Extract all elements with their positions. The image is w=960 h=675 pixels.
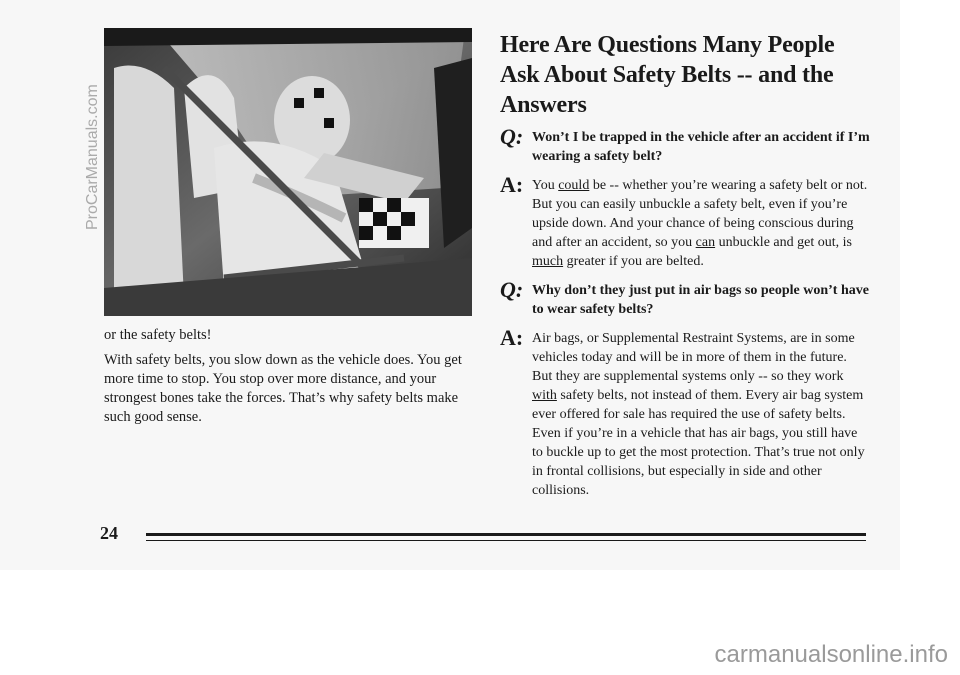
answer-2 [500,325,870,500]
answer-1-text [532,176,870,271]
question-2 [500,277,870,319]
faq-column [500,30,870,510]
answer-1-part-1: You [532,178,559,193]
page-number: 24 [100,523,118,543]
question-1-text: Won’t I be trapped in the vehicle after an accident if I’m wearing a safety belt? [532,130,870,164]
question-1 [500,124,870,166]
answer-1-part-2: be -- whether you’re wearing a safety belt or not. But you can easily unbuckle a safety belt, even if you’re upside down. And your chance of being conscious during and after an accident, so you [532,178,868,250]
answer-2-part-1: Air bags, or Supplemental Restraint Systems, are in some vehicles today and will be in more of them in the future. But they are supplemental systems only -- so they work [532,331,855,384]
left-text-block [104,326,474,433]
footer-rule-thin [146,540,866,541]
page-footer [100,523,870,543]
side-watermark: ProCarManuals.com [84,84,101,230]
answer-2-underline-with: with [532,388,557,403]
answer-1-part-3: unbuckle and get out, is [715,235,852,250]
answer-1-underline-can: can [695,235,716,250]
answer-2-text [532,329,870,500]
answer-1-underline-much: much [532,254,564,269]
bottom-watermark: carmanualsonline.info [714,641,948,668]
question-mark-label: Q: [500,277,524,302]
safety-belt-paragraph: With safety belts, you slow down as the vehicle does. You get more time to stop. You stop over more distance, and your strongest bones take the forces. That’s why safety belts make such good sense. [104,352,462,425]
footer-rule-thick [146,533,866,536]
faq-heading: Here Are Questions Many People Ask About Safety Belts -- and the Answers [500,32,835,118]
answer-1 [500,172,870,271]
answer-mark-label: A: [500,172,524,197]
question-mark-label: Q: [500,124,524,149]
photo-caption-line: or the safety belts! [104,327,212,343]
question-2-text: Why don’t they just put in air bags so people won’t have to wear safety belts? [532,283,869,317]
answer-1-part-4: greater if you are belted. [563,254,704,269]
answer-2-part-2: safety belts, not instead of them. Every air bag system ever offered for sale has required the use of safety belts. Even if you’re in a vehicle that has air bags, you still have to buckle up to get the most protection. That’s true not only in frontal collisions, but especially in side and other collisions. [532,388,865,498]
crash-dummy-illustration [104,28,472,316]
answer-mark-label: A: [500,325,524,350]
answer-1-underline-could: could [558,178,590,193]
crash-test-dummy-photo [104,28,472,316]
